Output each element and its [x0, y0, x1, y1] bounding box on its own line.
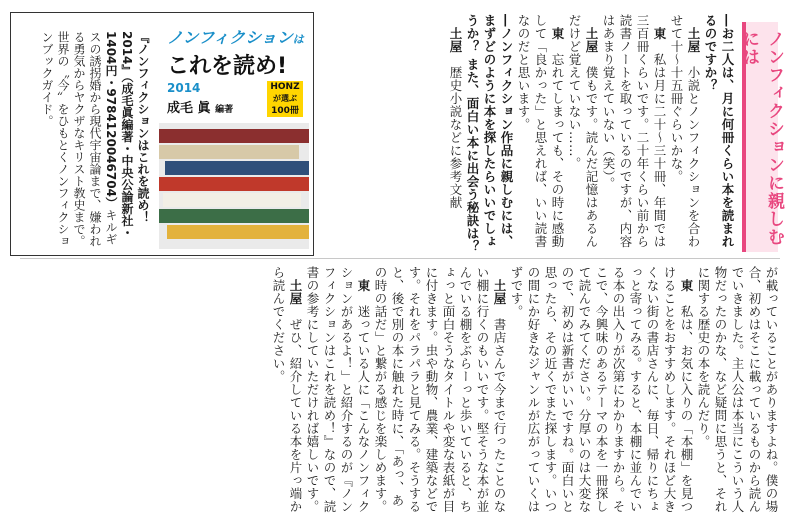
speaker-name: 東 — [652, 27, 667, 40]
book-info-description: キルギスの誘拐婚から現代宇宙論まで、嫌われる勇気からヤクザなキリスト教史まで。世界の〝今〟をひもとくノンフィクションブックガイド。 — [40, 31, 118, 247]
cover-year: 2014 — [167, 81, 201, 95]
speech-text: 小説とノンフィクションを合わせて十〜十五冊ぐらいかな。 — [669, 14, 701, 248]
bottom-paragraph — [508, 266, 695, 516]
speech-text: 私は月に二十〜三十冊、年間では三百冊くらいです。二十年くらい前から読書ノートを取っているのですが、内容はあまり覚えていない（笑）。 — [601, 14, 667, 248]
cover-title-line1: ノンフィクションは — [167, 28, 304, 47]
top-paragraph: ―ノンフィクション作品に親しむには、まずどのように本を探したらいいでしょうか？ また、面白い本に出会う秘訣は？ — [465, 14, 514, 253]
bottom-paragraph: が載っていることがありますよね。僕の場合、初めはそこに載っているものから読んでいきました。主人公は本当にこういう人物だったのかな、など疑問に思うと、それに関する歴史の本を読んだり。 — [696, 266, 779, 513]
speech-text: 忘れてしまっても、その時に感動して「良かった」と思えれば、いい読書なのだと思います。 — [516, 14, 565, 248]
cover-author: 成毛 眞 編著 — [167, 101, 234, 116]
speaker-name: 土屋 — [448, 27, 463, 53]
cover-honz-badge: HONZ が選ぶ 100冊 — [267, 81, 303, 117]
speech-text: 書店さんで今まで行ったことのない棚に行くのもいいです。堅そうな本が並んでいる棚をぶらーっと歩いていると、ちょっと面白そうなタイトルや変な表紙が目に付きます。虫や動物、農業、建築などです。それをパラパラと見てみる。そうすると、後で別の本に触れた時に、「あっ、あの時の話だ」と繋がる感じを楽しめます。 — [373, 266, 507, 513]
cover-title-line2: これを読め! — [167, 54, 288, 79]
top-paragraph — [668, 14, 702, 254]
bottom-paragraph — [372, 266, 508, 516]
book-feature-box — [10, 12, 314, 256]
top-paragraph — [566, 14, 600, 254]
section-heading: ノンフィクションに親しむには — [742, 22, 778, 252]
speaker-name: 土屋 — [288, 279, 303, 305]
speaker-name: 東 — [679, 279, 694, 292]
speech-text: 迷っている人に「こんなノンフィクションがあるよ！」と紹介するのが『ノンフィクションはこれを読め！』なので、読書の参考にしていただければ嬉しいです。 — [305, 266, 371, 513]
book-info-title: 『ノンフィクションはこれを読め！2014』 — [120, 31, 150, 223]
speaker-name: 土屋 — [584, 27, 599, 53]
bottom-paragraph — [270, 266, 304, 516]
top-paragraph: ―お二人は、月に何冊くらい本を読まれるのですか？ — [703, 14, 735, 248]
top-paragraph — [600, 14, 668, 254]
speech-text: ぜひ、紹介している本を片っ端から読んでください。 — [271, 266, 303, 513]
bottom-paragraph — [304, 266, 372, 516]
speaker-name: 東 — [550, 27, 565, 40]
speech-text: 私は、お気に入りの「本棚」を見つけることをおすすめします。それほど大きくない街の書店さんに、毎日、帰りにちょっと寄ってみる。すると、本棚に並んでいる本の出入りが次第にわかりますから。そこで、今興味のあるテーマの本を一冊探して読んでみてください。分厚いのは大変なので、初めは新書がいいですね。面白いと思ったら、その近くでまた探します。いつの間にか好きなジャンルが広がっていくはずです。 — [509, 266, 694, 513]
speaker-name: 東 — [356, 279, 371, 292]
top-text-column — [322, 14, 736, 254]
top-paragraph — [515, 14, 566, 254]
speaker-name: 土屋 — [686, 27, 701, 53]
book-info-text — [25, 31, 151, 253]
bottom-text-column — [20, 266, 780, 516]
speech-text: 歴史小説などに参考文献 — [448, 66, 463, 209]
book-info-detail: （成毛眞編著・中央公論新社・1404円・9784120046704） — [104, 31, 134, 239]
speech-text: 僕もです。読んだ記憶はあるんだけど覚えていない……。 — [567, 14, 599, 248]
section-divider — [20, 258, 780, 259]
speaker-name: 土屋 — [492, 279, 507, 305]
book-cover-image — [159, 19, 309, 249]
top-paragraph — [447, 14, 464, 254]
